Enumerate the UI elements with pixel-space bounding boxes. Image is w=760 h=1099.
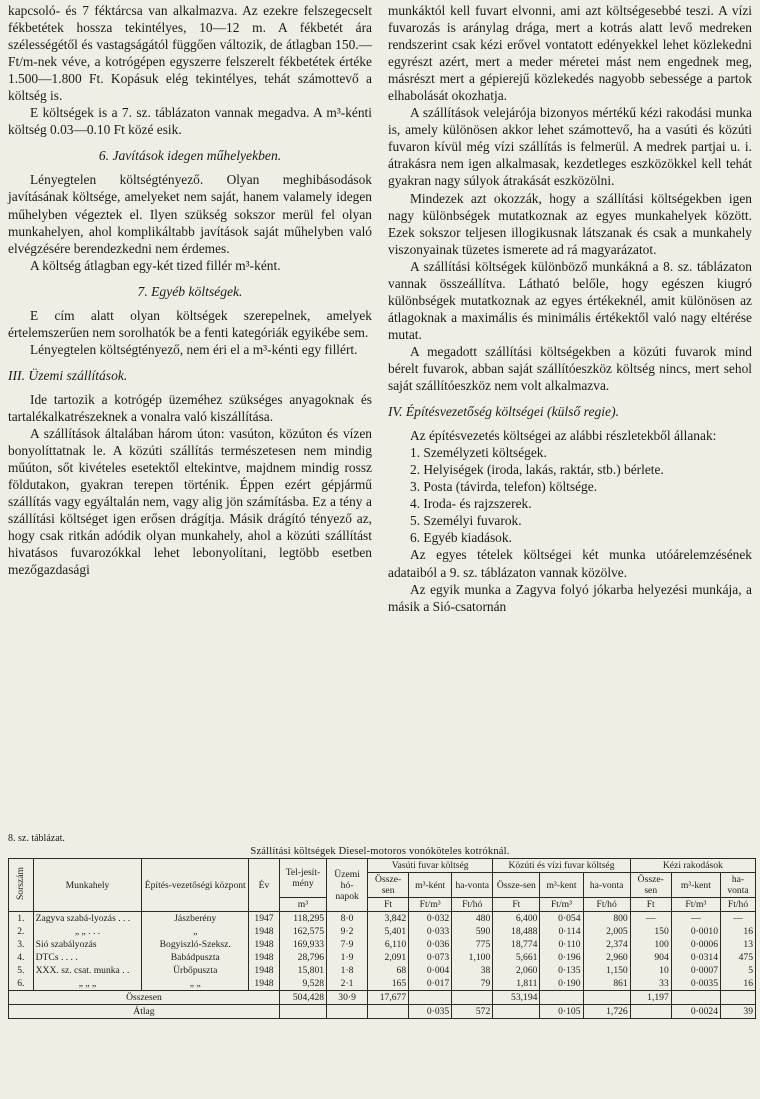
table-row bbox=[9, 925, 756, 938]
header-teljesitmeny: Tel-jesít-mény bbox=[279, 859, 326, 898]
avg-v-mo: 572 bbox=[452, 1005, 493, 1019]
row-number: 5. bbox=[9, 964, 34, 977]
row-k-tot: 18,488 bbox=[493, 925, 540, 938]
row-k-m3: 0·196 bbox=[540, 951, 583, 964]
empty-cell bbox=[409, 991, 452, 1005]
row-h-m3: 0·0006 bbox=[671, 938, 720, 951]
header-osszesen: Össze-sen bbox=[368, 873, 409, 898]
header-vasuti: Vasúti fuvar költség bbox=[368, 859, 493, 873]
header-osszesen: Össze-sen bbox=[493, 873, 540, 898]
row-months: 7·9 bbox=[327, 938, 368, 951]
row-k-m3: 0·110 bbox=[540, 938, 583, 951]
row-v-mo: 1,100 bbox=[452, 951, 493, 964]
section-heading-IV: IV. Építésvezetőség költségei (külső regie). bbox=[388, 404, 620, 420]
list-item: 1. Személyzeti költségek. bbox=[410, 445, 547, 461]
row-v-mo: 480 bbox=[452, 912, 493, 926]
paragraph: A szállítások velejárója bizonyos mértékű kézi rakodási munka is, amely különösen akkor lehet számottevő, ha a vasúti és közúti fuvaron kívül még vízi szállítás is felmerül. A medrek partjai u. i. átrakásra nem igen alkalmasak, kezdetleges eszközökkel kell tehát gyakran nagy súlyok átrakását eszközölni. bbox=[388, 105, 752, 189]
row-k-m3: 0·135 bbox=[540, 964, 583, 977]
unit-cell: Ft/hó bbox=[583, 898, 630, 912]
row-h-m3: 0·0035 bbox=[671, 977, 720, 991]
row-number: 1. bbox=[9, 912, 34, 926]
header-havonta: ha-vonta bbox=[583, 873, 630, 898]
row-perf: 162,575 bbox=[279, 925, 326, 938]
paragraph: Ide tartozik a kotrógép üzeméhez szükséges anyagoknak és tartalékalkatrészeknek a vonalra való kiszállítása. bbox=[8, 391, 372, 424]
empty-cell bbox=[671, 991, 720, 1005]
row-v-mo: 38 bbox=[452, 964, 493, 977]
unit-cell: Ft/m³ bbox=[409, 898, 452, 912]
row-v-m3: 0·032 bbox=[409, 912, 452, 926]
row-year: 1948 bbox=[249, 977, 280, 991]
empty-cell bbox=[583, 991, 630, 1005]
list-item: 4. Iroda- és rajzszerek. bbox=[410, 496, 532, 512]
table-title: Szállítási költségek Diesel-motoros vonóköteles kotróknál. bbox=[250, 846, 510, 857]
paragraph: A szállítások általában három úton: vasúton, közúton és vízen bonyolíttatnak le. A közúti szállítás természetesen nem mindig műúton, sőt kivételes esetektől eltekintve, majdnem mindig rossz földutakon, gyakran terepen történik. Éppen ezért gépjármű szállítás vagy egyáltalán nem, vagy alig jön számításba. Ez a tény a szállítási költséget igen erősen drágítja. Másik drágító tényező az, hogy csak ritkán adódik olyan munkahely, ahol a közúti szállítást hivatásos fuvarozókkal lehet lebonyolítani, legtöbb esetben mezőgazdasági bbox=[8, 426, 372, 578]
row-v-tot: 165 bbox=[368, 977, 409, 991]
row-h-tot: — bbox=[630, 912, 671, 926]
header-munkahely: Munkahely bbox=[33, 859, 142, 912]
row-h-tot: 10 bbox=[630, 964, 671, 977]
section-heading-7: 7. Egyéb költségek. bbox=[137, 283, 243, 299]
right-text-column bbox=[388, 2, 752, 615]
header-kozuti: Közúti és vízi fuvar költség bbox=[493, 859, 630, 873]
row-perf: 118,295 bbox=[279, 912, 326, 926]
row-months: 8·0 bbox=[327, 912, 368, 926]
row-perf: 28,796 bbox=[279, 951, 326, 964]
row-k-m3: 0·190 bbox=[540, 977, 583, 991]
unit-cell: m³ bbox=[279, 898, 326, 912]
row-year: 1948 bbox=[249, 964, 280, 977]
empty-cell bbox=[540, 991, 583, 1005]
row-h-mo: 16 bbox=[721, 925, 756, 938]
row-months: 9·2 bbox=[327, 925, 368, 938]
header-m3kent: m³-kent bbox=[540, 873, 583, 898]
row-place: Sió szabályozás bbox=[33, 938, 142, 951]
row-place: DTCs . . . . bbox=[33, 951, 142, 964]
row-number: 6. bbox=[9, 977, 34, 991]
row-h-mo: — bbox=[721, 912, 756, 926]
empty-cell bbox=[279, 1005, 326, 1019]
row-perf: 15,801 bbox=[279, 964, 326, 977]
empty-cell bbox=[368, 1005, 409, 1019]
header-osszesen: Össze-sen bbox=[630, 873, 671, 898]
row-perf: 9,528 bbox=[279, 977, 326, 991]
average-label: Átlag bbox=[9, 1005, 280, 1019]
paragraph: munkáktól kell fuvart elvonni, ami azt költségesebbé teszi. A vízi fuvarozás is aránylag drága, mert a kotrás alatt levő medreken rendszerint csak kézi erővel vontatott edényekkel lehet közlekedni egyrészt azért, mert a meder méretei mást nem engednek meg, másrészt mert a gépierejű közlekedés nagyobb sebessége a partok elhabolását okozhatja. bbox=[388, 3, 752, 104]
empty-cell bbox=[493, 1005, 540, 1019]
header-havonta: ha-vonta bbox=[452, 873, 493, 898]
unit-cell: Ft/m³ bbox=[540, 898, 583, 912]
paragraph: E cím alatt olyan költségek szerepelnek, amelyek értelemszerűen nem sorolhatók be a fenti kategóriák egyikébe sem. bbox=[8, 307, 372, 340]
row-v-tot: 3,842 bbox=[368, 912, 409, 926]
row-k-mo: 2,374 bbox=[583, 938, 630, 951]
row-h-mo: 13 bbox=[721, 938, 756, 951]
empty-cell bbox=[452, 991, 493, 1005]
table-caption: 8. sz. táblázat. bbox=[8, 833, 65, 844]
total-row bbox=[9, 991, 756, 1005]
row-number: 3. bbox=[9, 938, 34, 951]
table-row bbox=[9, 938, 756, 951]
row-k-mo: 800 bbox=[583, 912, 630, 926]
unit-cell: Ft bbox=[368, 898, 409, 912]
paragraph: A szállítási költségek különböző munkákná a 8. sz. táblázaton vannak összeállítva. Látható belőle, hogy egészen kiugró különbségek mutatkoznak az egyes értékeknél, amit különösen az átlagoknak a maximális és minimális értékektől való nagy eltérése mutat. bbox=[388, 258, 752, 342]
total-v-tot: 17,677 bbox=[368, 991, 409, 1005]
list-item: 2. Helyiségek (iroda, lakás, raktár, stb.) bérlete. bbox=[410, 462, 664, 478]
row-h-tot: 33 bbox=[630, 977, 671, 991]
unit-cell: Ft bbox=[493, 898, 540, 912]
row-center: Ürbőpuszta bbox=[142, 964, 249, 977]
avg-v-m3: 0·035 bbox=[409, 1005, 452, 1019]
table-row bbox=[9, 964, 756, 977]
header-sorszam: Sorszám bbox=[15, 866, 27, 901]
row-year: 1948 bbox=[249, 951, 280, 964]
unit-cell: Ft/hó bbox=[721, 898, 756, 912]
avg-h-m3: 0·0024 bbox=[671, 1005, 720, 1019]
row-v-m3: 0·036 bbox=[409, 938, 452, 951]
table-row bbox=[9, 977, 756, 991]
transport-cost-table bbox=[8, 858, 756, 1019]
row-k-tot: 1,811 bbox=[493, 977, 540, 991]
avg-k-mo: 1,726 bbox=[583, 1005, 630, 1019]
list-item: 3. Posta (távirda, telefon) költsége. bbox=[410, 479, 598, 495]
row-center: Babádpuszta bbox=[142, 951, 249, 964]
header-kezi: Kézi rakodások bbox=[630, 859, 755, 873]
row-center: Bogyiszló-Szeksz. bbox=[142, 938, 249, 951]
total-label: Összesen bbox=[9, 991, 280, 1005]
row-k-m3: 0·114 bbox=[540, 925, 583, 938]
header-uzemi: Üzemi hó-napok bbox=[327, 859, 368, 912]
header-havonta: ha-vonta bbox=[721, 873, 756, 898]
avg-h-mo: 39 bbox=[721, 1005, 756, 1019]
row-number: 4. bbox=[9, 951, 34, 964]
list-item: 5. Személyi fuvarok. bbox=[410, 513, 522, 529]
row-v-tot: 6,110 bbox=[368, 938, 409, 951]
empty-cell bbox=[630, 1005, 671, 1019]
header-m3kent: m³-ként bbox=[409, 873, 452, 898]
row-h-mo: 475 bbox=[721, 951, 756, 964]
left-text-column bbox=[8, 2, 372, 578]
average-row bbox=[9, 1005, 756, 1019]
row-v-tot: 5,401 bbox=[368, 925, 409, 938]
header-ev: Év bbox=[249, 859, 280, 912]
row-k-mo: 1,150 bbox=[583, 964, 630, 977]
total-months: 30·9 bbox=[327, 991, 368, 1005]
row-v-m3: 0·004 bbox=[409, 964, 452, 977]
unit-cell: Ft bbox=[630, 898, 671, 912]
row-place: XXX. sz. csat. munka . . bbox=[33, 964, 142, 977]
row-v-tot: 2,091 bbox=[368, 951, 409, 964]
row-h-tot: 100 bbox=[630, 938, 671, 951]
paragraph: Az építésvezetés költségei az alábbi részletekből állanak: bbox=[410, 428, 717, 444]
paragraph: A költség átlagban egy-két tized fillér m³-ként. bbox=[30, 257, 281, 273]
header-kozpont: Építés-vezetőségi központ bbox=[142, 859, 249, 912]
row-h-m3: 0·0007 bbox=[671, 964, 720, 977]
row-year: 1947 bbox=[249, 912, 280, 926]
list-item: 6. Egyéb kiadások. bbox=[410, 530, 512, 546]
paragraph: kapcsoló- és 7 féktárcsa van alkalmazva. Az ezekre felszegecselt fékbetétek hossza tekintélyes, 10—12 m. A fékbetét ára szélességétől és vastagságától függően változik, de átlagban 150.— Ft/m-nek véve, a kotrógépen egyszerre felszerelt fékbetétek értéke 1.500—1.800 Ft. Kopásuk elég tekintélyes, tehát számottevő a költség is. bbox=[8, 3, 372, 104]
total-h-tot: 1,197 bbox=[630, 991, 671, 1005]
row-k-mo: 2,005 bbox=[583, 925, 630, 938]
row-center: „ bbox=[142, 925, 249, 938]
row-h-tot: 904 bbox=[630, 951, 671, 964]
table-row bbox=[9, 951, 756, 964]
row-h-m3: — bbox=[671, 912, 720, 926]
row-perf: 169,933 bbox=[279, 938, 326, 951]
cost-items-list bbox=[388, 444, 752, 546]
row-h-mo: 5 bbox=[721, 964, 756, 977]
section-heading-6: 6. Javítások idegen műhelyekben. bbox=[98, 148, 282, 164]
row-v-tot: 68 bbox=[368, 964, 409, 977]
row-v-m3: 0·017 bbox=[409, 977, 452, 991]
row-months: 2·1 bbox=[327, 977, 368, 991]
unit-cell: Ft/hó bbox=[452, 898, 493, 912]
row-h-m3: 0·0010 bbox=[671, 925, 720, 938]
header-cell bbox=[9, 859, 34, 912]
row-k-tot: 6,400 bbox=[493, 912, 540, 926]
row-place: „ „ „ bbox=[33, 977, 142, 991]
paragraph: E költségek is a 7. sz. táblázaton vannak megadva. A m³-kénti költség 0.03—0.10 Ft közé esik. bbox=[8, 105, 372, 138]
row-k-m3: 0·054 bbox=[540, 912, 583, 926]
row-v-mo: 590 bbox=[452, 925, 493, 938]
row-k-tot: 18,774 bbox=[493, 938, 540, 951]
paragraph: Lényegtelen költségtényező, nem éri el a m³-kénti egy fillért. bbox=[30, 341, 358, 357]
row-year: 1948 bbox=[249, 925, 280, 938]
avg-k-m3: 0·105 bbox=[540, 1005, 583, 1019]
empty-cell bbox=[327, 1005, 368, 1019]
row-number: 2. bbox=[9, 925, 34, 938]
table-row bbox=[9, 912, 756, 926]
row-place: Zagyva szabá-lyozás . . . bbox=[33, 912, 142, 926]
total-k-tot: 53,194 bbox=[493, 991, 540, 1005]
row-place: „ „ . . . bbox=[33, 925, 142, 938]
row-h-mo: 16 bbox=[721, 977, 756, 991]
row-v-m3: 0·073 bbox=[409, 951, 452, 964]
row-center: Jászberény bbox=[142, 912, 249, 926]
row-v-mo: 79 bbox=[452, 977, 493, 991]
paragraph: Az egyik munka a Zagyva folyó jókarba helyezési munkája, a másik a Sió-csatornán bbox=[388, 581, 752, 614]
paragraph: Az egyes tételek költségei két munka utóárelemzésének adataiból a 9. sz. táblázaton vannak közölve. bbox=[388, 547, 752, 580]
row-k-mo: 2,960 bbox=[583, 951, 630, 964]
row-year: 1948 bbox=[249, 938, 280, 951]
row-k-mo: 861 bbox=[583, 977, 630, 991]
empty-cell bbox=[721, 991, 756, 1005]
section-heading-III: III. Üzemi szállítások. bbox=[8, 367, 128, 383]
paragraph: Mindezek azt okozzák, hogy a szállítási költségekben igen nagy különbségek mutatkoznak az egyes munkahelyek között. Ezek sokszor teljesen illogikusnak látszanak és csak a munkahely viszonyainak tüzetes ismerete ad rá magyarázatot. bbox=[388, 190, 752, 257]
row-k-tot: 2,060 bbox=[493, 964, 540, 977]
row-months: 1·9 bbox=[327, 951, 368, 964]
row-h-m3: 0·0314 bbox=[671, 951, 720, 964]
paragraph: A megadott szállítási költségekben a közúti fuvarok mind bérelt fuvarok, abban saját szállítóeszköz költség nincs, mert sehol saját szállítóeszköz nem volt alkalmazva. bbox=[388, 343, 752, 394]
row-months: 1·8 bbox=[327, 964, 368, 977]
row-center: „ „ bbox=[142, 977, 249, 991]
row-v-m3: 0·033 bbox=[409, 925, 452, 938]
header-m3kent: m³-kent bbox=[671, 873, 720, 898]
row-h-tot: 150 bbox=[630, 925, 671, 938]
total-perf: 504,428 bbox=[279, 991, 326, 1005]
paragraph: Lényegtelen költségtényező. Olyan meghibásodások javításának költsége, amelyeket nem saját, hanem valamely idegen műhelyben végeztek el. Ilyen szükség sokszor merül fel olyan munkahelyen, ahol komplikáltabb javítások saját műhelyben való elvégzésére berendezkedni nem érdemes. bbox=[8, 172, 372, 256]
row-k-tot: 5,661 bbox=[493, 951, 540, 964]
row-v-mo: 775 bbox=[452, 938, 493, 951]
unit-cell: Ft/m³ bbox=[671, 898, 720, 912]
